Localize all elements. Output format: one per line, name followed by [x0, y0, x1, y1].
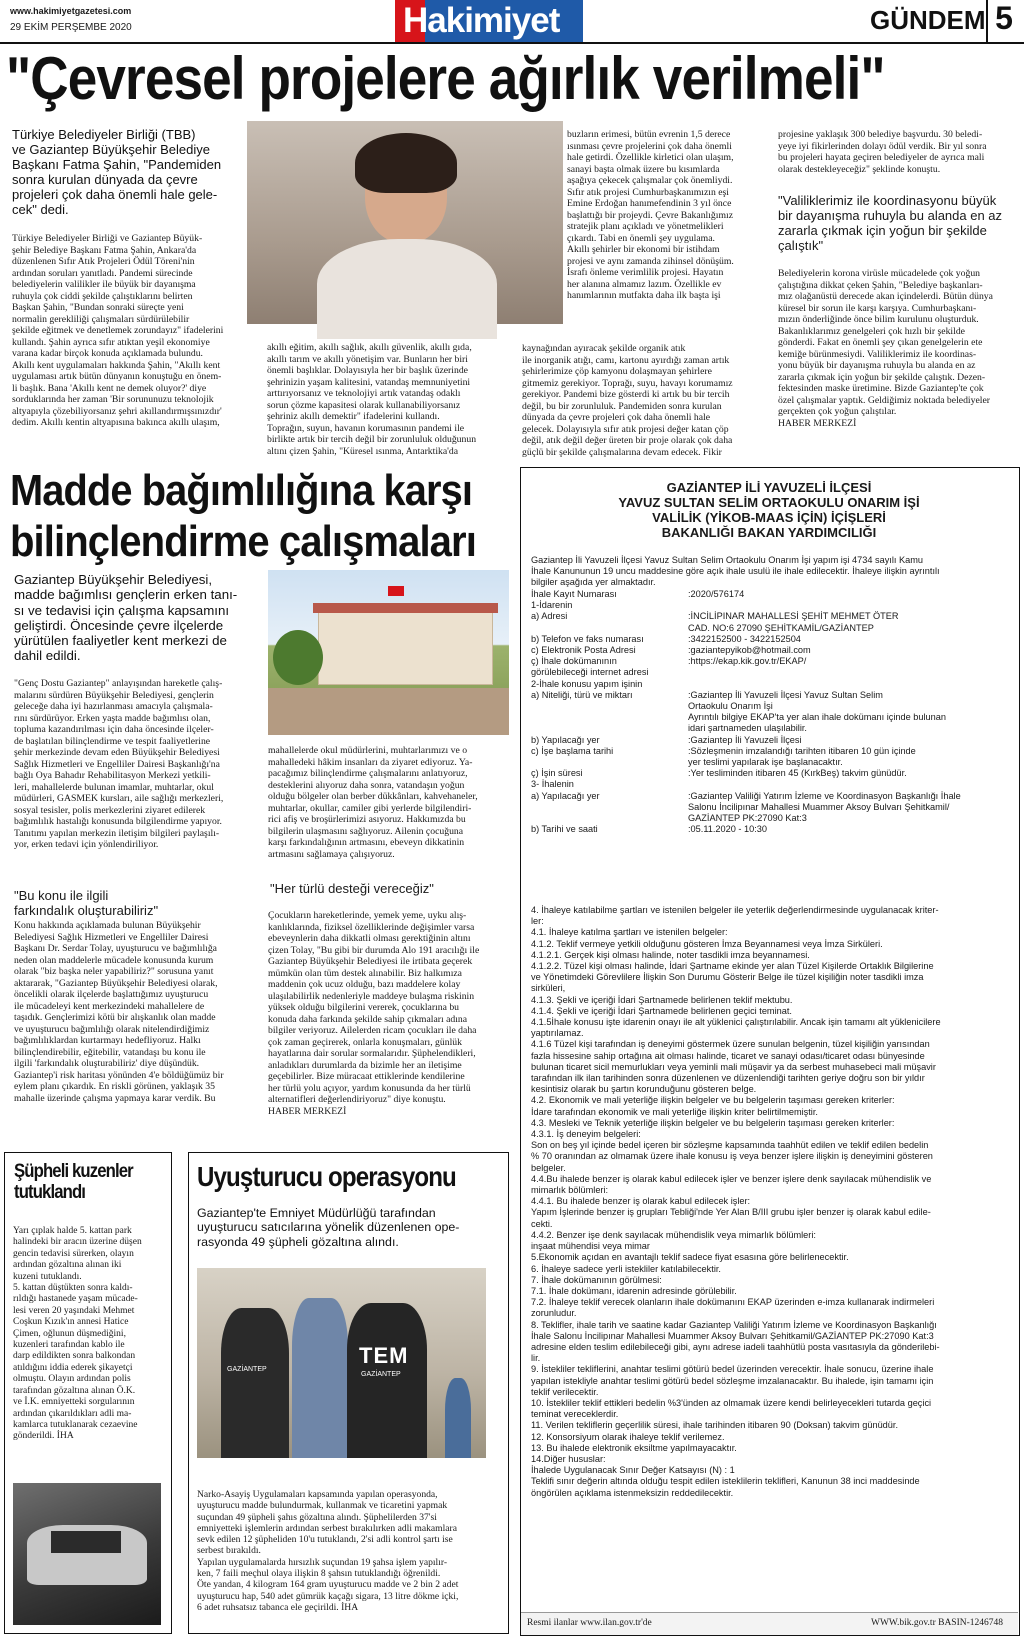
photo-rehab-center [268, 570, 509, 735]
ilan-field-value: :gaziantepyikob@hotmail.com [688, 645, 811, 656]
ilan-footer [521, 1612, 1018, 1635]
headline-cevresel: "Çevresel projelere ağırlık verilmeli" [6, 45, 885, 112]
lead-uyusturucu: Gaziantep'te Emniyet Müdürlüğü tarafından uyuşturucu satıcılarına yönelik düzenlenen ope- rasyonda 49 şüpheli gözaltına alındı. [197, 1206, 460, 1249]
body-cevresel-col1: Türkiye Belediyeler Birliği ve Gaziantep Büyük- şehir Belediye Başkanı Fatma Şahin, Ankara'da düzenlenen Sıfır Atık Projeleri Ödül Töreni'nin ardından soruları yanıtladı. Pandemi sürecinde belediyelerin valilikler ile büyük bir dayanışma ruhuyla çok ciddi şekilde çalıştıklarını belirten Başkan Şahin, "Bundan sonraki süreçte yeni normalin gerekliliği çalışmaları sürdürülebilir şekilde eğitmek ve denetlemek zorundayız" ifadelerini kullandı. Şahin ayrıca sıfır atıktan yeşil ekonomiye varana kadar birçok konuda açıklamada bulundu. Akıllı kent uygulamaları hakkında Şahin, "Akıllı kent uygulaması artık bütün dünyanın konuştuğu en önem- li başlık. Bana 'Akıllı kent ne demek oluyor?' diye sorduklarında her zaman 'Bir sorununuzu teknolojik altyapıyla çözebiliyorsanız şehri akıllandırmışsınızdır' dedim. Akıllı kentin altyapısına bakınca akıllı ulaşım, [12, 233, 224, 428]
officer-left [221, 1308, 289, 1458]
ilan-field-value: :Sözleşmenin imzalandığı tarihten itibaren 10 gün içinde yer teslimi yapılarak işe başlanacaktır. [688, 745, 916, 768]
body-madde-col1: "Genç Dostu Gaziantep" anlayışından hareketle çalış- malarını sürdüren Büyükşehir Belediyesi, gençlerin geleceğe daha iyi hazırlanması amacıyla çalışmala- rını sürdürüyor. Erken yaşta madde bağımlısı olan, topluma kazandırılması için daha öncesinde ilçeler- de başlatılan bilinçlendirme ve tespit faaliyetlerine şehir merkezinde devam eden Büyükşehir Belediyesi Sağlık Hizmetleri ve Engelliler Dairesi Başkanlığı'na bağlı Oya Bahadır Rehabilitasyon Merkezi yetkili- leri, mahallelerde bulunan imamlar, muhtarlar, okul müdürleri, GASMEK kursları, aile sağlığı merkezleri, sosyal tesisler, polis merkezlerini ziyaret edilerek bağımlılık hastalığı konusunda bilgilendirme yapıyor. Tanıtımı yapılan merkezin iletişim bilgileri paylaşılı- yor, erken tedavi için yönlendiriliyor. [14, 678, 224, 850]
vest-text-center: GAZİANTEP [361, 1371, 401, 1378]
ilan-field-label: 1-İdarenin [531, 600, 573, 611]
photo-operation [197, 1268, 486, 1458]
body-madde-col2b: Çocukların hareketlerinde, yemek yeme, uyku alış- kanlıklarında, fiziksel özelliklerinde değişimler varsa ebeveynlerin daha dikkatli olması gerektiğinin altını çizen Tolay, "Bu gibi bir durumda Alo 191 aracılığı ile Gaziantep Büyükşehir Belediyesi ile irtibata geçerek mümkün olan tüm destek alınabilir. Biz halkımıza maddenin çok ucuz olduğu, bazı maddelere kolay ulaşılabilirlik nedenleriyle maddeye bulaşma riskinin yüksek olduğu bilgilerini vererek, çocuklarına bu konuda daha farkında şekilde sahip çıkmaları adına bilgiler veriyoruz. Ailelerden ricam çocukları ile daha çok zaman geçirerek, onlarla konuşmaları, günlük hayatlarına dair sorular sormalarıdır. Şüphelendikleri, anladıkları durumlarda da bizimle her an iletişime geçebilirler. Bize müracaat ettiklerinde kendilerine her türlü yolu açıyor, yardım konusunda da her türlü alternatifleri değerlendiriyoruz" diye konuştu. HABER MERKEZİ [268, 910, 480, 1117]
ilan-box [520, 467, 1020, 1636]
ilan-field-label: ç) İşin süresi [531, 768, 583, 779]
logo-text: Hakimiyet [403, 1, 560, 40]
ilan-field-label: b) Tarihi ve saati [531, 824, 598, 835]
logo [395, 0, 583, 42]
photo-car [13, 1483, 161, 1625]
ilan-field-label: a) Yapılacağı yer [531, 790, 600, 801]
lead-cevresel: Türkiye Belediyeler Birliği (TBB) ve Gaziantep Büyükşehir Belediye Başkanı Fatma Şahin, "Pandemiden sonra kurulan dünyada da çevre projeleri çok daha önemli hale gele- cek" dedi. [12, 127, 222, 217]
flag-icon [388, 586, 404, 596]
lead-madde: Gaziantep Büyükşehir Belediyesi, madde bağımlısı gençlerin erken tanı- sı ve tedavisi için çalışma kapsamını geliştirdi. Öncesinde çevre ilçelerde yürütülen faaliyetler kent merkezi de dahil edildi. [14, 572, 238, 664]
officer-center [347, 1303, 427, 1458]
footer-ilan-gov[interactable]: Resmi ilanlar www.ilan.gov.tr'de [527, 1618, 652, 1628]
ilan-field-label: İhale Kayıt Numarası [531, 589, 617, 599]
child [445, 1378, 471, 1458]
ilan-field-value [688, 679, 1011, 690]
ilan-intro: Gaziantep İli Yavuzeli İlçesi Yavuz Sultan Selim Ortaokulu Onarım İşi yapım işi 4734 sayılı Kamu İhale Kanununun 19 uncu maddesine göre açık ihale usulü ile ihale edilecektir. İhaleye ilişkin ayrıntılı bilgiler aşağıda yer almaktadır. [531, 555, 940, 588]
ilan-field-value: :Gaziantep Valiliği Yatırım İzleme ve Koordinasyon Başkanlığı İhale Salonu İncilipınar Mahallesi Muammer Aksoy Bulvarı Şehitkamil/ GAZİANTEP PK:27090 Kat:3 [688, 790, 961, 824]
site-url[interactable]: www.hakimiyetgazetesi.com [10, 6, 132, 16]
masthead [0, 0, 1024, 44]
ilan-field-value: :2020/576174 [688, 589, 745, 599]
section-name: GÜNDEM [870, 5, 986, 35]
building [318, 610, 493, 685]
body-cevresel-col3a: buzların erimesi, bütün evrenin 1,5 derece ısınması çevre projelerini çok daha önemli hale getirdi. Özellikle kirletici olan ulaşım, sanayi başta olmak üzere bu kısımlarda aşağıya çekecek çalışmalar çok önemliydi. Sıfır atık projesi Cumhurbaşkanımızın eşi Emine Erdoğan hanımefendinin 3 yıl önce başlattığı bir projeydi. Çevre Bakanlığımız stratejik planı açıkladı ve yönetmelikleri çıkardı. Tabi en önemli şey uygulama. Akıllı şehirler bir ekonomi bir istihdam projesi ve aynı zamanda zihinsel dönüşüm. İsrafı önleme verimlilik projesi. Hayatın her alanına almamız lazım. Özellikle ev hanımlarının mutfakta daha ilk başta işi [567, 129, 734, 301]
ilan-field-value: :Gaziantep İli Yavuzeli İlçesi Yavuz Sultan Selim Ortaokulu Onarım İşi Ayrıntılı bilgiye EKAP'ta yer alan ihale dokümanı içinde bulunan idari şartnameden ulaşılabilir. [688, 689, 946, 734]
ilan-title: GAZİANTEP İLİ YAVUZELİ İLÇESİ YAVUZ SULTAN SELİM ORTAOKULU ONARIM İŞİ VALİLİK (YİKOB-MAAS İÇİN) İÇİŞLERİ BAKANLIĞI BAKAN YARDIMCILIĞI [618, 480, 920, 540]
photo-fatma-sahin [247, 121, 563, 324]
body-cevresel-col3b: kaynağından ayıracak şekilde organik atık ile inorganik atığı, camı, kartonu ayırdığı zaman artık şehirlerimize çöp kamyonu dolaşmayan şehirlere gitmemiz gerekiyor. Toprağı, suyu, havayı korumamız gerekiyor. Pandemi bize gösterdi ki artık bu bir tercih değil, bu bir zorunluluk. Pandemiden sonra kurulan dünyada da çevre projeleri çok daha önemli hale gelecek. Dolayısıyla sıfır atık projesi değer katan çöp değil, atık değil değer üreten bir proje olarak çok daha güçlü bir şekilde çalışmalarına devam edecek. Fikir [522, 343, 733, 458]
ilan-field-value [688, 779, 1011, 790]
tree [273, 630, 323, 685]
body-uyusturucu: Narko-Asayiş Uygulamaları kapsamında yapılan operasyonda, uyuşturucu madde bulundurmak, kullanmak ve ticaretini yapmak suçundan 49 şüpheli şahıs gözaltına alındı. Şüphelilerden 37'si emniyetteki işlemlerin ardından serbest bırakılırken adli makamlara sevk edilen 12 şüpheliden 10'u tutuklandı, 2'si adli kontrol şartı ise serbest bırakıldı. Yapılan uygulamalarda hırsızlık suçundan 19 şahsa işlem yapılır- ken, 7 faili meçhul olaya ilişkin 8 şahsın tutuklandığı öğrenildi. Öte yandan, 4 kilogram 164 gram uyuşturucu madde ve 2 bin 2 adet uyuşturucu hap, 540 adet gümrük kaçağı sigara, 13 litre dökme içki, 6 adet ruhsatsız tabanca ele geçirildi. İHA [197, 1489, 459, 1613]
ilan-field-value: :Gaziantep İli Yavuzeli İlçesi [688, 734, 802, 745]
headline-kuzenler: Şüpheli kuzenler tutuklandı [14, 1161, 133, 1203]
portrait-hair [355, 133, 457, 193]
ilan-field-value: :https://ekap.kik.gov.tr/EKAP/ [688, 656, 807, 667]
ilan-field-value: :05.11.2020 - 10:30 [688, 824, 768, 835]
ilan-field-value [688, 600, 1011, 611]
ilan-field-label: c) İşe başlama tarihi [531, 745, 614, 756]
subhead-destek: "Her türlü desteği vereceğiz" [270, 881, 434, 896]
vest-text-tem: TEM [359, 1343, 409, 1368]
issue-date: 29 EKİM PERŞEMBE 2020 [10, 22, 132, 33]
ilan-field-value: :3422152500 - 3422152504 [688, 633, 801, 644]
car-window [51, 1531, 121, 1553]
ilan-field-label: 3- İhalenin [531, 779, 574, 790]
ilan-field-value: :Yer tesliminden itibaren 45 (KırkBeş) takvim günüdür. [688, 768, 907, 779]
ilan-field-label: a) Adresi [531, 611, 568, 622]
building-roof [313, 603, 498, 613]
ilan-field-label: b) Telefon ve faks numarası [531, 633, 644, 644]
portrait-body [317, 239, 497, 339]
vest-text-left: GAZİANTEP [227, 1366, 267, 1373]
subhead-farkindalik: "Bu konu ile ilgili farkındalık oluşturabiliriz" [14, 888, 159, 918]
body-madde-col1b: Konu hakkında açıklamada bulunan Büyükşehir Belediyesi Sağlık Hizmetleri ve Engelliler Dairesi Başkanı Dr. Serdar Tolay, uyuşturucu ve bağımlılığa neden olan maddelerle mücadele konusunda kurum olarak "biz başka neler yapabiliriz?" sorusuna yanıt aktararak, "Gaziantep Büyükşehir Belediyesi olarak, öncelikli olarak ilçelerde başlattığımız uyuşturucu ile mücadeleyi kent merkezindeki mahallelere de taşıdık. Gençlerimizi kötü bir alışkanlık olan madde ve uyuşturucu bağımlılığı olarak nitelendirdiğimiz bağımlılıklardan kurtarmayı hedefliyoruz. Halkı bilinçlendirebilir, eğitebilir, vatandaşı bu konu ile ilgili 'farkındalık oluşturabiliriz' diye düşündük. Gaziantep'i risk haritası yönünden 4'e böldüğümüz bir eylem planı çıkardık. En riskli görünen, yaklaşık 35 mahalle üzerinde çalışma yapmaya karar verdik. Bu [14, 920, 224, 1104]
headline-madde-1: Madde bağımlılığına karşı [10, 466, 472, 515]
ilan-field-value: :İNCİLİPINAR MAHALLESİ ŞEHİT MEHMET ÖTER CAD. NO:6 27090 ŞEHİTKAMİL/GAZİANTEP [688, 611, 899, 633]
body-cevresel-col2: akıllı eğitim, akıllı sağlık, akıllı güvenlik, akıllı gıda, akıllı tarım ve akıllı yönetişim var. Bunların her biri önemli başlıklar. Dolayısıyla her bir başlık üzerinde şehrinizin yaşam kalitesini, vatandaş memnuniyetini arttırıyorsanız ve teknolojiyi artık vatandaş odaklı sorun çözme kapasitesi olarak kullanabiliyorsanız şehriniz akıllı demektir" ifadelerini kullandı. Toprağın, suyun, havanın korumasının pandemi ile birlikte artık bir tercih değil bir zorunluluk olduğunun altını çizen Şahin, "Küresel ısınma, Antarktika'da [267, 342, 477, 457]
ilan-field-label: ç) İhale dokümanının görülebileceği internet adresi [531, 656, 649, 678]
ilan-field-label: a) Niteliği, türü ve miktarı [531, 689, 633, 700]
box-kuzenler [4, 1152, 172, 1634]
ilan-field-label: b) Yapılacağı yer [531, 734, 600, 745]
suspect [292, 1298, 348, 1458]
page-number: 5 [986, 0, 1020, 42]
body-madde-col2: mahallelerde okul müdürlerini, muhtarlarımızı ve o mahalledeki hâkim insanları da ziyaret ediyoruz. Ya- pacağımız bilinçlendirme çalışmalarını anlatıyoruz, desteklerini alıyoruz daha sonra, vatandaşın yoğun olduğu bölgeler olan berber dükkânları, kahvehaneler, muhtarlar, okullar, camiler gibi yerlerde bilgilendiri- rici afiş ve broşürlerimizi asıyoruz. Hakkımızda bu bilgilerin ulaşmasını sağlıyoruz. Ailenin çocuğuna karşı farkındalığının artmasını, ebeveyn dikkatinin artmasını sağlamaya çalışıyoruz. [268, 745, 478, 860]
footer-bik[interactable]: WWW.bik.gov.tr BASIN-1246748 [871, 1618, 1004, 1628]
body-kuzenler: Yarı çıplak halde 5. kattan park halindeki bir aracın üzerine düşen gencin tedavisi sürerken, olayın ardından gözaltına alınan iki kuzeni tutuklandı. 5. kattan düştükten sonra kaldı- rıldığı hastanede yaşam mücade- lesi veren 20 yaşındaki Mehmet Coşkun Kızık'ın annesi Hatice Çimen, oğlunun düşmediğini, kuzenleri tarafından kablo ile darp edildikten sonra balkondan atıldığını iddia ederek şikayetçi olmuştu. Olayın ardından polis tarafından gözaltına alınan Ö.K. ve İ.K. emniyetteki sorgularının ardından çıkarıldıkları adli ma- kamlarca tutuklanarak cezaevine gönderildi. İHA [13, 1226, 142, 1442]
body-cevresel-col4: projesine yaklaşık 300 belediye başvurdu. 30 beledi- yeye iyi fikirlerinden dolayı ödül verdik. Bir yıl sonra bu projeleri hayata geçiren belediyeler de ayrıca mali olarak destekleyeceğiz" şeklinde konuştu. [778, 129, 987, 175]
headline-madde-2: bilinçlendirme çalışmaları [10, 517, 476, 566]
ilan-details [531, 589, 1011, 835]
body-cevresel-col4b: Belediyelerin korona virüsle mücadelede çok yoğun çalıştığına dikkat çeken Şahin, "Belediye başkanları- mız olağanüstü derecede akan içindelerdi. Bütün dünya küresel bir sorun ile karşı karşıya. Cumhurbaşkanı- mızın önderliğinde önce bilim kurulunu oluşturduk. Bakanlıklarımız genelgeleri çok hızlı bir şekilde gönderdi. Fakat en önemli şey çıkan genelgelerin ete kemiğe bürünmesiydi. Valiliklerimiz ile koordinas- yonu büyük bir dayanışma ruhuyla bu alanda en az zararla çıkmak için yoğun bir şekilde çalıştık. Dezen- fektesinden maske üretimine. Bizde Gaziantep'te çok özel çalışmalar yaptık. Geldiğimiz noktada belediyeler gerçekten çok yoğun çalıştılar. HABER MERKEZİ [778, 268, 993, 429]
ilan-field-label: c) Elektronik Posta Adresi [531, 645, 636, 656]
plaza [268, 688, 509, 735]
headline-uyusturucu: Uyuşturucu operasyonu [197, 1161, 456, 1192]
subhead-valiliklerimiz: "Valiliklerimiz ile koordinasyonu büyük bir dayanışma ruhuyla bu alanda en az zararla çıkmak için yoğun bir şekilde çalıştık" [778, 193, 1003, 253]
ilan-body: 4. İhaleye katılabilme şartları ve istenilen belgeler ile yeterlik değerlendirmesinde uygulanacak kriter- ler: 4.1. İhaleye katılma şartları ve istenilen belgeler: 4.1.2. Teklif vermeye yetkili olduğunu gösteren İmza Beyannamesi veya İmza Sirküleri. 4.1.2.1. Gerçek kişi olması halinde, noter tasdikli imza beyannamesi. 4.1.2.2. Tüzel kişi olması halinde, İdari Şartname ekinde yer alan Tüzel Kişilerde Ortaklık Bilgilerine ve Yönetimdeki Görevlilere İlişkin Son Durumu Gösterir Belge ile tüzel kişiliğin noter tasdikli imza sirküleri, 4.1.3. Şekli ve içeriği İdari Şartnamede belirlenen teklif mektubu. 4.1.4. Şekli ve içeriği İdari Şartnamede belirlenen geçici teminat. 4.1.5İhale konusu işte idarenin onayı ile alt yüklenici çalıştırılabilir. Ancak işin tamamı alt yüklenicilere yaptırılamaz. 4.1.6 Tüzel kişi tarafından iş deneyimi göstermek üzere sunulan belgenin, tüzel kişiliğin yarısından fazla hissesine sahip ortağına ait olması halinde, ticaret ve sanayi odası/ticaret odası bünyesinde bulunan ticaret sicil memurlukları veya yeminli mali müşavir ya da serbest muhasebeci mali müşavir tarafından ilk ilan tarihinden sonra düzenlenen ve düzenlendiği tarihten geriye doğru son bir yıldır kesintisiz olarak bu şartın korunduğunu gösteren belge. 4.2. Ekonomik ve mali yeterliğe ilişkin belgeler ve bu belgelerin taşıması gereken kriterler: İdare tarafından ekonomik ve mali yeterliğe ilişkin kriter belirtilmemiştir. 4.3. Mesleki ve Teknik yeterliğe ilişkin belgeler ve bu belgelerin taşıması gereken kriterler: 4.3.1. İş deneyim belgeleri: Son on beş yıl içinde bedel içeren bir sözleşme kapsamında taahhüt edilen ve teklif edilen bedelin % 70 oranından az olmamak üzere ihale konusu iş veya benzer işlere ilişkin iş deneyimini gösteren belgeler. 4.4.Bu ihalede benzer iş olarak kabul edilecek işler ve benzer işlere denk sayılacak mühendislik ve mimarlık bölümleri: 4.4.1. Bu ihalede benzer iş olarak kabul edilecek işler: Yapım İşlerinde benzer iş grupları Tebliği'nde Yer Alan B/III grubu işler benzer iş olarak kabul edile- cekti. 4.4.2. Benzer işe denk sayılacak mühendislik veya mimarlık bölümleri: inşaat mühendisi veya mimar 5.Ekonomik açıdan en avantajlı teklif sadece fiyat esasına göre belirlenecektir. 6. İhaleye sadece yerli istekliler katılabilecektir. 7. İhale dokümanının görülmesi: 7.1. İhale dokümanı, idarenin adresinde görülebilir. 7.2. İhaleye teklif verecek olanların ihale dokümanını EKAP üzerinden e-imza kullanarak indirmeleri zorunludur. 8. Teklifler, ihale tarih ve saatine kadar Gaziantep Valiliği Yatırım İzleme ve Koordinasyon Başkanlığı İhale Salonu İncilipınar Mahallesi Muammer Aksoy Bulvarı Şehitkamil/GAZİANTEP PK:27090 Kat:3 adresine elden teslim edilebileceği gibi, aynı adrese iadeli taahhütlü posta vasıtasıyla da gönderilebi- lir. 9. İstekliler tekliflerini, anahtar teslimi götürü bedel üzerinden verecektir. İhale sonucu, üzerine ihale yapılan istekliyle anahtar teslimi götürü bedel sözleşme imzalanacaktır. Bu ihalede, işin tamamı için teklif verilecektir. 10. İstekliler teklif ettikleri bedelin %3'ünden az olmamak üzere kendi belirleyecekleri tutarda geçici teminat vereceklerdir. 11. Verilen tekliflerin geçerlilik süresi, ihale tarihinden itibaren 90 (Doksan) takvim günüdür. 12. Konsorsiyum olarak ihaleye teklif verilemez. 13. Bu ihalede elektronik eksiltme yapılmayacaktır. 14.Diğer hususlar: İhalede Uygulanacak Sınır Değer Katsayısı (N) : 1 Teklifi sınır değerin altında olduğu tespit edilen isteklilerin teklifleri, Kanunun 38 inci maddesinde öngörülen açıklama istenmeksizin reddedilecektir. [531, 905, 941, 1498]
ilan-field-label: 2-İhale konusu yapım işinin [531, 678, 643, 689]
box-uyusturucu [188, 1152, 509, 1634]
